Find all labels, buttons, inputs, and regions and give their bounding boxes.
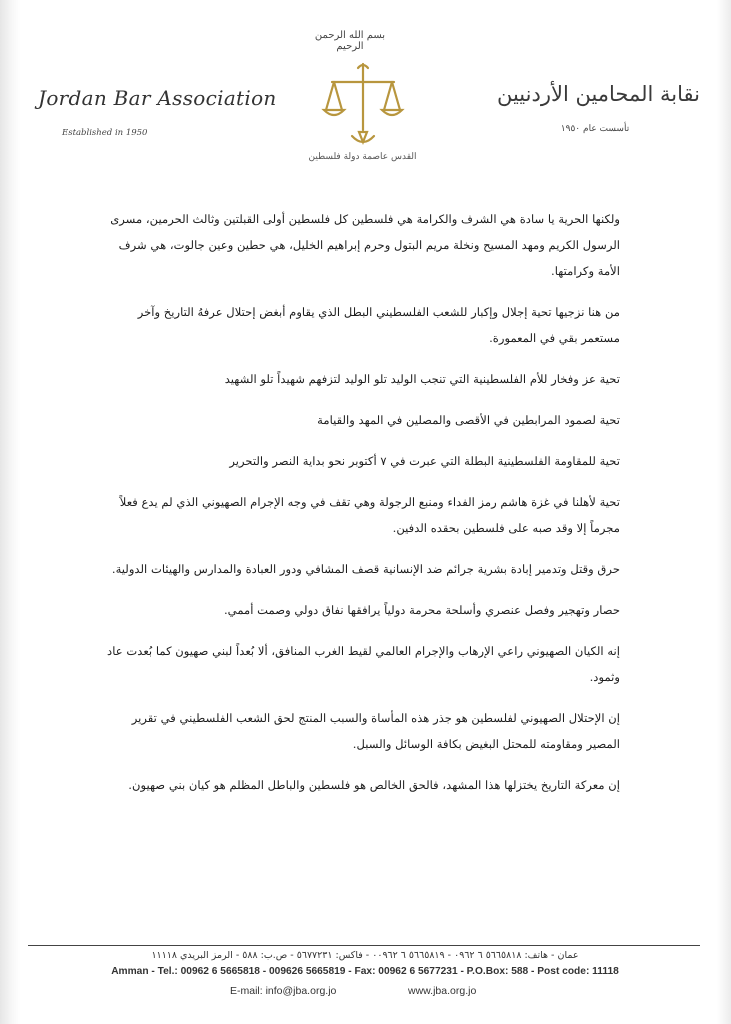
body-paragraph: حصار وتهجير وفصل عنصري وأسلحة محرمة دولياً يرافقها نفاق دولي وصمت أممي. <box>224 603 620 617</box>
arabic-organization-name: نقابة المحامين الأردنيين <box>496 82 700 106</box>
footer-website: www.jba.org.jo <box>408 985 477 997</box>
english-organization-name: Jordan Bar Association <box>38 86 277 110</box>
footer-divider <box>28 945 700 946</box>
footer-english-contact: Amman - Tel.: 00962 6 5665818 - 009626 5665819 - Fax: 00962 6 5677231 - P.O.Box: 588 - Post code: 11118 <box>111 966 619 977</box>
emblem-caption: القدس عاصمة دولة فلسطين <box>308 152 417 162</box>
body-paragraph: تحية لصمود المرابطين في الأقصى والمصلين في المهد والقيامة <box>317 413 620 427</box>
english-established-line: Established in 1950 <box>62 128 148 138</box>
footer-email: E-mail: info@jba.org.jo <box>230 985 337 997</box>
letter-body <box>100 206 620 813</box>
footer-arabic-contact: عمان - هاتف: ٥٦٦٥٨١٨ ٦ ٠٩٦٢ - ٥٦٦٥٨١٩ ٦ ٠٠٩٦٢ - فاكس: ٥٦٧٧٢٣١ - ص.ب: ٥٨٨ - الرمز البريدي ١١١١٨ <box>151 950 579 961</box>
scales-of-justice-emblem-icon <box>318 58 408 148</box>
body-paragraph: إن الإحتلال الصهيوني لفلسطين هو جذر هذه المأساة والسبب المنتج لحق الشعب الفلسطيني في تقرير المصير ومقاومته للمحتل البغيض بكافة الوسائل والسبل. <box>131 711 620 751</box>
body-paragraph: إن معركة التاريخ يختزلها هذا المشهد، فالحق الخالص هو فلسطين والباطل المظلم هو كيان بني صهيون. <box>128 778 620 792</box>
body-paragraph: تحية عز وفخار للأم الفلسطينية التي تنجب الوليد تلو الوليد لتزفهم شهيداً تلو الشهيد <box>224 372 620 386</box>
body-paragraph: تحية للمقاومة الفلسطينية البطلة التي عبرت في ٧ أكتوبر نحو بداية النصر والتحرير <box>229 454 620 468</box>
body-paragraph: تحية لأهلنا في غزة هاشم رمز الفداء ومنبع الرجولة وهي تقف في وجه الإجرام الصهيوني الذي لم يدع فعلاً مجرماً إلا وقد صبه على فلسطين بحقده الدفين. <box>119 495 620 535</box>
body-paragraph: إنه الكيان الصهيوني راعي الإرهاب والإجرام العالمي لقيط الغرب المنافق، ألا بُعداً لبني صهيون كما بُعدت عاد وثمود. <box>107 644 620 684</box>
letterhead <box>0 0 731 190</box>
body-paragraph: حرق وقتل وتدمير إبادة بشرية جرائم ضد الإنسانية قصف المشافي ودور العبادة والمدارس والهيئات الدولية. <box>111 562 620 576</box>
body-paragraph: من هنا نزجيها تحية إجلال وإكبار للشعب الفلسطيني البطل الذي يقاوم أبغض إحتلال عرفهُ التاريخ وآخر مستعمر بقي في المعمورة. <box>137 305 620 345</box>
arabic-established-line: تأسست عام ١٩٥٠ <box>560 124 630 134</box>
body-paragraph: ولكنها الحرية يا سادة هي الشرف والكرامة هي فلسطين كل فلسطين أولى القبلتين وثالث الحرمين، مسرى الرسول الكريم ومهد المسيح ونخلة مريم البتول وحرم إبراهيم الخليل، هي حطين وعين جالوت، هي شرف الأمة وكرامتها. <box>110 212 620 278</box>
basmala-calligraphy: بسم الله الرحمن الرحيم <box>314 30 386 52</box>
